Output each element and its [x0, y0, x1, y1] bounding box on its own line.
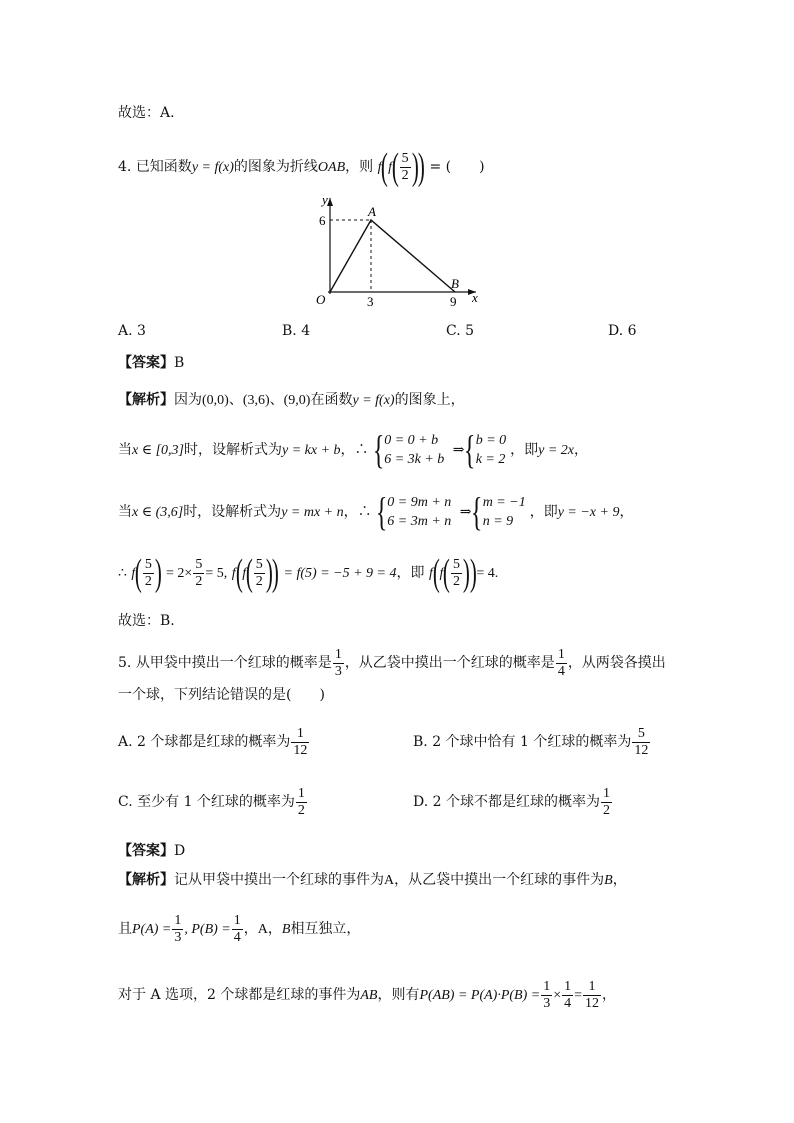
equation-system: 0 = 0 + b 6 = 3k + b: [384, 433, 445, 467]
x-axis-label: x: [472, 290, 478, 305]
q4-analysis-line4: ∴ f( $\frac{5}{2}$ ) = 2× $\frac{5}{2}$ = 5, f(f( $\frac{5}{2}$ )) = f(5) = −5 + 9 = 4，即 f(f( $\frac{5}{2}$ ))= 4.: [118, 552, 499, 594]
q4-analysis-line1: 【解析】因为(0,0)、(3,6)、(9,0)在函数y = f(x)的图象上，: [118, 392, 465, 408]
q4-option-c: C. 5: [446, 323, 475, 339]
equation-system: 0 = 9m + n 6 = 3m + n: [387, 495, 452, 529]
q4-option-d: D. 6: [608, 323, 637, 339]
q5-number: 5.: [118, 655, 132, 671]
q4-conclusion: 故选：B.: [118, 613, 175, 629]
q5-stem-line2: 一个球，下列结论错误的是( ): [118, 687, 325, 703]
q5-option-a: A. 2 个球都是红球的概率为 $\frac{1}{12}$: [118, 725, 308, 758]
fraction: $\frac{5}{2}$: [401, 150, 409, 183]
q5-answer: 【答案】D: [118, 843, 186, 859]
y-arrow: [327, 198, 333, 206]
tick-y6: 6: [319, 213, 326, 228]
tick-x3: 3: [367, 294, 374, 309]
q5-analysis-line2: 且P(A) = $\frac{1}{3}$ , P(B) = $\frac{1}{4}$ ，A，B相互独立，: [118, 912, 361, 945]
q4-analysis-line3: 当x ∈ (3,6]时，设解析式为y = mx + n，∴ { 0 = 9m + n 6 = 3m + n ⇒{ m = −1 n = 9 ，即y = −x + 9，: [118, 489, 634, 534]
point-a-label: A: [368, 204, 376, 219]
q5-analysis-line3: 对于 A 选项，2 个球都是红球的事件为AB，则有P(AB) = P(A)·P(B) = $\frac{1}{3}$ × $\frac{1}{4}$ = $\frac{1}{12}$ ，: [118, 978, 617, 1011]
equation-system: b = 0 k = 2: [475, 433, 507, 467]
prev-conclusion: 故选：A.: [118, 105, 175, 121]
q4-answer: 【答案】B: [118, 355, 185, 371]
point-b-label: B: [451, 276, 459, 291]
polyline-oab: [330, 220, 455, 292]
q5-option-d: D. 2 个球不都是红球的概率为 $\frac{1}{2}$: [413, 785, 610, 818]
origin-label: O: [316, 292, 326, 307]
q4-analysis-line2: 当x ∈ [0,3]时，设解析式为y = kx + b，∴ { 0 = 0 + b 6 = 3k + b ⇒{ b = 0 k = 2 ，即y = 2x，: [118, 427, 589, 472]
q5-option-c: C. 至少有 1 个红球的概率为 $\frac{1}{2}$: [118, 785, 305, 818]
q4-figure: [300, 190, 490, 310]
q5-analysis-line1: 【解析】记从甲袋中摸出一个红球的事件为A，从乙袋中摸出一个红球的事件为B，: [118, 872, 627, 888]
q4-option-a: A. 3: [118, 323, 146, 339]
equation-system: m = −1 n = 9: [482, 495, 526, 529]
q5-stem-line1: 5. 从甲袋中摸出一个红球的概率是 $\frac{1}{3}$ ，从乙袋中摸出一个红球的概率是 $\frac{1}{4}$ ，从两袋各摸出: [118, 646, 666, 679]
q4-option-b: B. 4: [282, 323, 311, 339]
tick-x9: 9: [450, 294, 457, 309]
q4-number: 4.: [118, 159, 132, 175]
q5-option-b: B. 2 个球中恰有 1 个红球的概率为 $\frac{5}{12}$: [413, 725, 649, 758]
y-axis-label: y: [322, 192, 328, 207]
q4-stem: 4. 已知函数y = f(x)的图象为折线OAB，则 f(f( $\frac{5}{2}$ )) = ( ): [118, 146, 485, 188]
